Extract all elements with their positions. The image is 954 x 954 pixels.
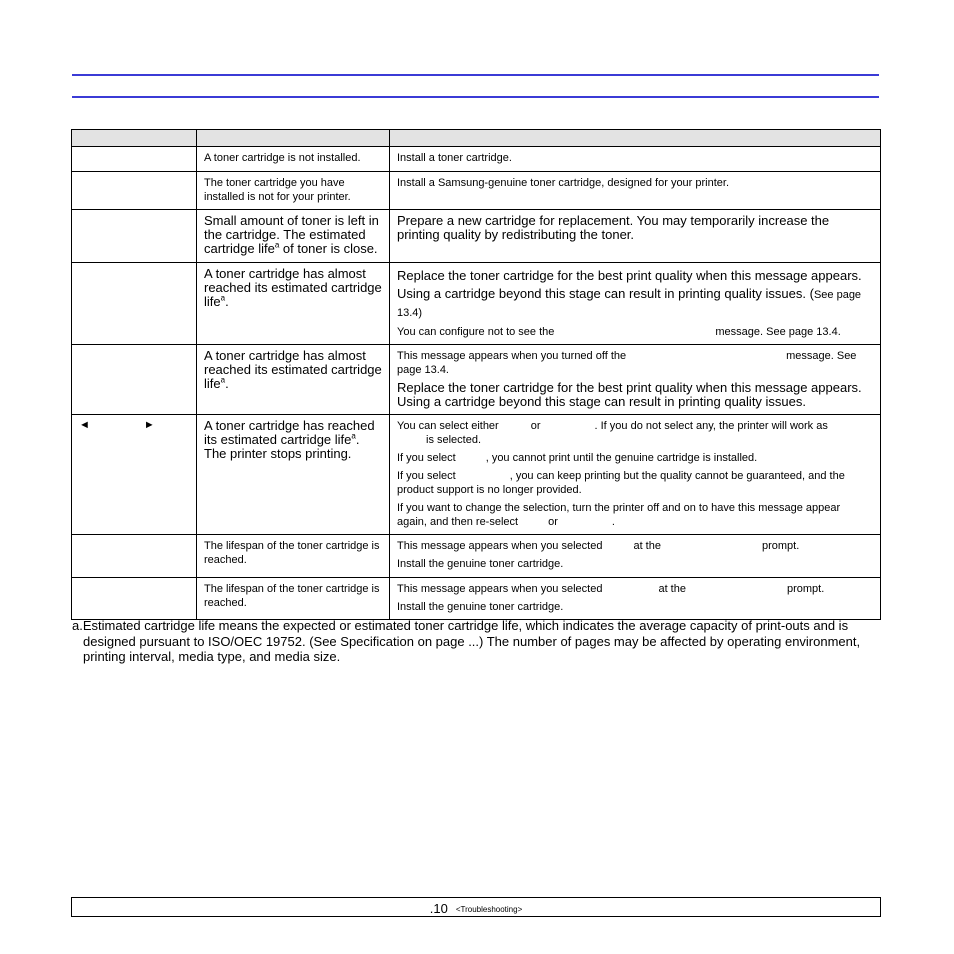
- message-cell: [72, 263, 197, 345]
- meaning-cell: The toner cartridge you have installed is not for your printer.: [197, 172, 390, 210]
- message-cell: [72, 578, 197, 620]
- solution-cell: This message appears when you selected at the prompt. Install the genuine toner cartridge.: [390, 578, 881, 620]
- solution-cell: This message appears when you selected at the prompt. Install the genuine toner cartridge.: [390, 535, 881, 578]
- message-cell: [72, 210, 197, 263]
- left-arrow-icon: ◄: [79, 419, 90, 431]
- header-rule-bottom: [72, 96, 879, 98]
- solution-cell: Install a toner cartridge.: [390, 147, 881, 172]
- solution-cell: You can select either or . If you do not select any, the printer will work as is selected. If you select , you cannot print until the genuine cartridge is installed. If you select , you can keep printing but the quality cannot be guaranteed, and the product support is no longer provided. If you want to change the selection, turn the printer off and on to have this message appear again, and then re-select or .: [390, 415, 881, 535]
- solution-cell: Replace the toner cartridge for the best print quality when this message appears. Using a cartridge beyond this stage can result in printing quality issues. (See page 13.4) You can configure not to see the message. See page 13.4.: [390, 263, 881, 345]
- message-cell: [72, 415, 197, 535]
- table-row: [72, 147, 881, 172]
- message-cell: [72, 172, 197, 210]
- message-cell: [72, 535, 197, 578]
- header-cell-solution: [390, 130, 881, 147]
- toner-message-table: [71, 129, 881, 620]
- solution-cell: Install a Samsung-genuine toner cartridge, designed for your printer.: [390, 172, 881, 210]
- solution-cell: This message appears when you turned off the message. See page 13.4. Replace the toner cartridge for the best print quality when this message appears. Using a cartridge beyond this stage can result in printing quality issues.: [390, 345, 881, 415]
- message-cell: [72, 345, 197, 415]
- table-row: [72, 578, 881, 620]
- meaning-cell: A toner cartridge has reached its estimated cartridge life$^a$. The printer stops printing.: [197, 415, 390, 535]
- meaning-cell: A toner cartridge is not installed.: [197, 147, 390, 172]
- page-footer: [71, 897, 881, 917]
- section-label: <Troubleshooting>: [455, 905, 523, 914]
- table-row: [72, 263, 881, 345]
- table-row: [72, 172, 881, 210]
- footnote: [72, 618, 872, 665]
- solution-cell: Prepare a new cartridge for replacement. You may temporarily increase the printing quality by redistributing the toner.: [390, 210, 881, 263]
- meaning-cell: The lifespan of the toner cartridge is reached.: [197, 535, 390, 578]
- table-row: [72, 210, 881, 263]
- header-rule-top: [72, 74, 879, 76]
- table-row: [72, 535, 881, 578]
- table-row: [72, 345, 881, 415]
- right-arrow-icon: ►: [143, 419, 155, 431]
- footnote-text: a.Estimated cartridge life means the expected or estimated toner cartridge life, which indicates the average capacity of print-outs and is designed pursuant to ISO/OEC 19752. (See Specification on page ...) The number of pages may be affected by operating environment, printing interval, media type, and media size.: [72, 618, 861, 664]
- table-row: [72, 415, 881, 535]
- page-number: .10: [429, 901, 448, 916]
- table-header-row: [72, 130, 881, 147]
- meaning-cell: The lifespan of the toner cartridge is reached.: [197, 578, 390, 620]
- message-cell: [72, 147, 197, 172]
- meaning-cell: Small amount of toner is left in the cartridge. The estimated cartridge life$^a$ of toner is close.: [197, 210, 390, 263]
- header-cell-meaning: [197, 130, 390, 147]
- meaning-cell: A toner cartridge has almost reached its estimated cartridge life$^a$.: [197, 263, 390, 345]
- header-cell-message: [72, 130, 197, 147]
- meaning-cell: A toner cartridge has almost reached its estimated cartridge life$^a$.: [197, 345, 390, 415]
